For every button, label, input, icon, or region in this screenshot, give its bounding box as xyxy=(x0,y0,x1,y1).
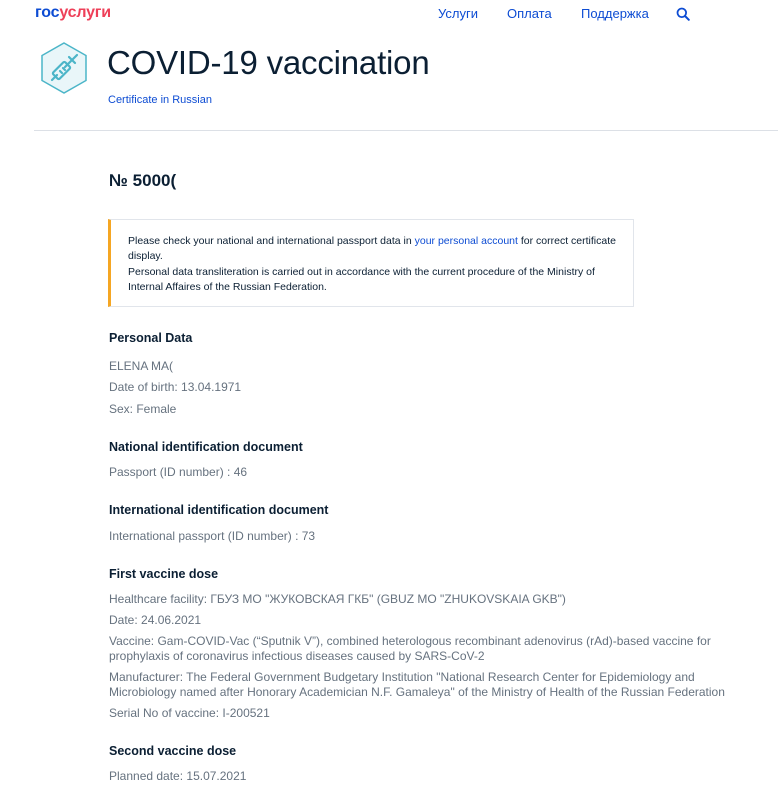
gosuslugi-logo[interactable] xyxy=(35,4,111,22)
second-dose-heading: Second vaccine dose xyxy=(109,744,237,758)
sex: Sex: Female xyxy=(109,402,177,416)
first-dose-manufacturer: Manufacturer: The Federal Government Budgetary Institution "National Research Center for Epidemiology and Microbiology named after Honorary Academician N.F. Gamaleya" of the Ministry of Health of the Russian Federation xyxy=(109,670,725,699)
personal-account-link[interactable]: your personal account xyxy=(414,235,518,247)
notice-text-start: Please check your national and international passport data in xyxy=(128,235,415,247)
notice-text-end: for correct certificate display. xyxy=(128,235,616,263)
second-dose-planned-date: Planned date: 15.07.2021 xyxy=(109,769,247,783)
international-doc-heading: International identification document xyxy=(109,503,329,517)
certificate-number: № 5000( xyxy=(109,171,177,190)
first-dose-serial: Serial No of vaccine: I-200521 xyxy=(109,706,270,720)
national-passport-number: Passport (ID number) : 46 xyxy=(109,465,248,479)
logo-part-uslugi: услуги xyxy=(59,4,111,21)
notice-transliteration-text: Personal data transliteration is carried out in accordance with the current procedure of the Ministry of Internal Affaires of the Russian Federation. xyxy=(128,265,595,293)
header-divider xyxy=(34,130,778,131)
first-dose-facility: Healthcare facility: ГБУЗ МО "ЖУКОВСКАЯ ГКБ" (GBUZ MO "ZHUKOVSKAIA GKB") xyxy=(109,592,566,606)
first-dose-heading: First vaccine dose xyxy=(109,567,219,581)
logo-part-gos: гос xyxy=(35,4,60,21)
passport-notice xyxy=(108,219,634,307)
first-dose-date: Date: 24.06.2021 xyxy=(109,613,202,627)
search-icon[interactable] xyxy=(676,7,690,21)
page-title: COVID-19 vaccination xyxy=(107,44,430,81)
person-name: ELENA MA( xyxy=(109,359,174,373)
nav-support[interactable]: Поддержка xyxy=(581,6,649,21)
national-doc-heading: National identification document xyxy=(109,440,303,454)
date-of-birth: Date of birth: 13.04.1971 xyxy=(109,380,242,394)
top-header xyxy=(0,0,778,30)
nav-payment[interactable]: Оплата xyxy=(507,6,552,21)
syringe-hexagon-icon xyxy=(36,40,92,96)
international-passport-number: International passport (ID number) : 73 xyxy=(109,529,316,543)
first-dose-vaccine: Vaccine: Gam-COVID-Vac (“Sputnik V”), combined heterologous recombinant adenovirus (rAd)-based vaccine for prophylaxis of coronavirus infectious diseases caused by SARS-CoV-2 xyxy=(109,634,711,663)
certificate-in-russian-link[interactable]: Certificate in Russian xyxy=(108,94,212,106)
personal-data-heading: Personal Data xyxy=(109,331,193,345)
nav-services[interactable]: Услуги xyxy=(438,6,478,21)
